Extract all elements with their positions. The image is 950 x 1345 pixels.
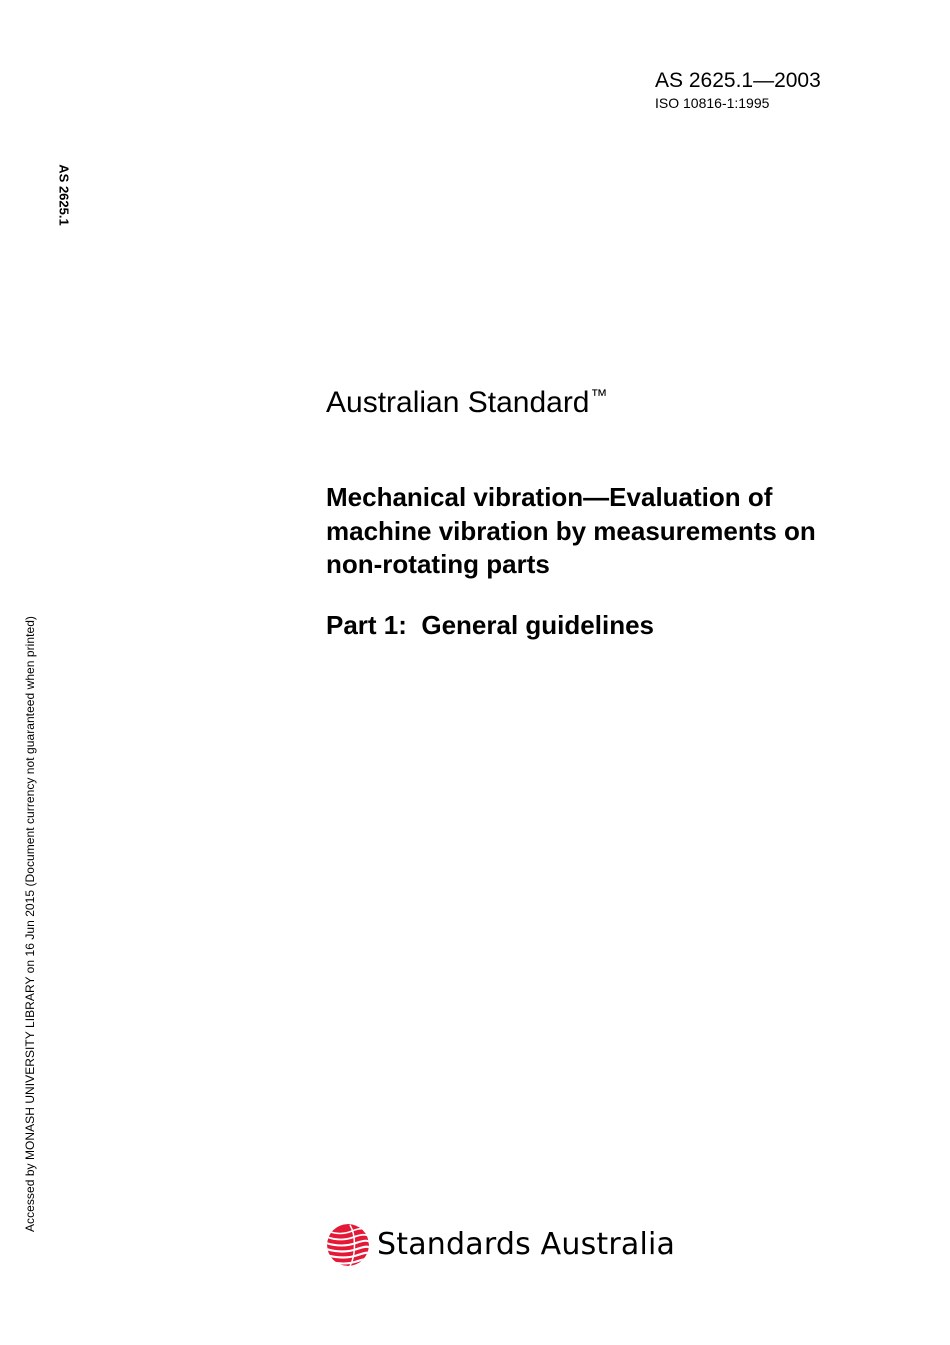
- standards-australia-globe-icon: [326, 1223, 370, 1267]
- document-title: [326, 481, 916, 582]
- standards-australia-logo: [326, 1221, 675, 1269]
- document-title-line: machine vibration by measurements on: [326, 515, 816, 546]
- spine-label: AS 2625.1: [56, 164, 72, 226]
- document-title-line: Mechanical vibration—Evaluation of: [326, 482, 773, 512]
- brand-title: [326, 378, 608, 421]
- standard-number: AS 2625.1—2003: [655, 69, 821, 92]
- iso-number: ISO 10816-1:1995: [655, 95, 770, 111]
- trademark-symbol: ™: [590, 386, 608, 405]
- logo-text: Standards Australia: [377, 1227, 676, 1262]
- brand-title-text: Australian Standard: [326, 386, 590, 419]
- access-note: Accessed by MONASH UNIVERSITY LIBRARY on 16 Jun 2015 (Document currency not guaranteed when printed): [23, 616, 37, 1232]
- part-title: Part 1: General guidelines: [326, 610, 654, 640]
- document-title-line: non-rotating parts: [326, 549, 550, 579]
